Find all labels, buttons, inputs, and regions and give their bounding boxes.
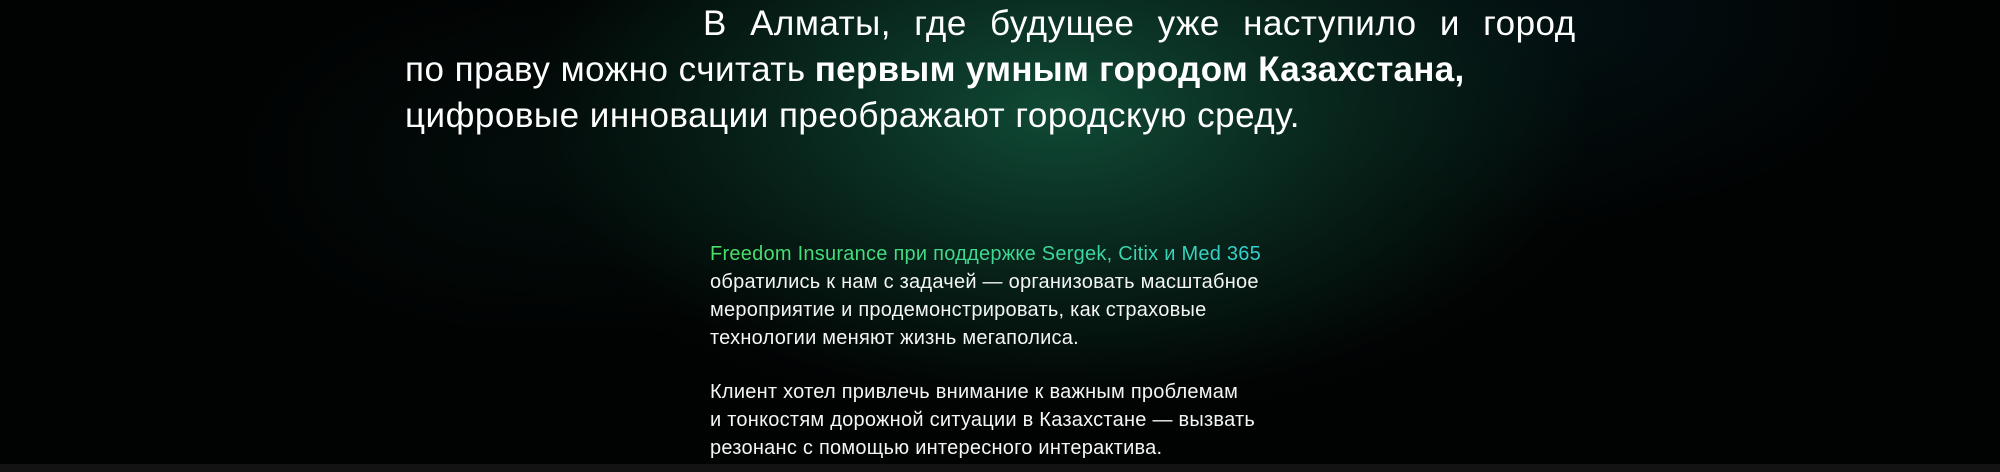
next-section-edge bbox=[0, 464, 2000, 472]
heading-line-1: В Алматы, где будущее уже наступило и город bbox=[703, 4, 1576, 43]
heading-line-2-regular: по праву можно считать bbox=[405, 50, 806, 89]
paragraph1-line-2: мероприятие и продемонстрировать, как страховые bbox=[710, 299, 1207, 321]
heading-line-2-emphasis: первым умным городом Казахстана, bbox=[814, 50, 1465, 89]
paragraph1-line-3: технологии меняют жизнь мегаполиса. bbox=[710, 327, 1079, 349]
heading-line-3: цифровые инновации преображают городскую среду. bbox=[405, 96, 1300, 135]
heading-line-2 bbox=[405, 47, 1615, 93]
intro-paragraph-1 bbox=[710, 240, 1370, 352]
intro-text-block bbox=[710, 240, 1370, 462]
partners-highlight: Freedom Insurance при поддержке Sergek, Citix и Med 365 bbox=[710, 240, 1370, 268]
intro-paragraph-2 bbox=[710, 378, 1370, 462]
paragraph2-line-1: Клиент хотел привлечь внимание к важным проблемам bbox=[710, 381, 1239, 403]
paragraph2-line-3: резонанс с помощью интересного интерактива. bbox=[710, 437, 1163, 459]
paragraph2-line-2: и тонкостям дорожной ситуации в Казахстане — вызвать bbox=[710, 409, 1256, 431]
paragraph1-line-1: обратились к нам с задачей — организовать масштабное bbox=[710, 271, 1259, 293]
hero-heading bbox=[405, 1, 1615, 139]
